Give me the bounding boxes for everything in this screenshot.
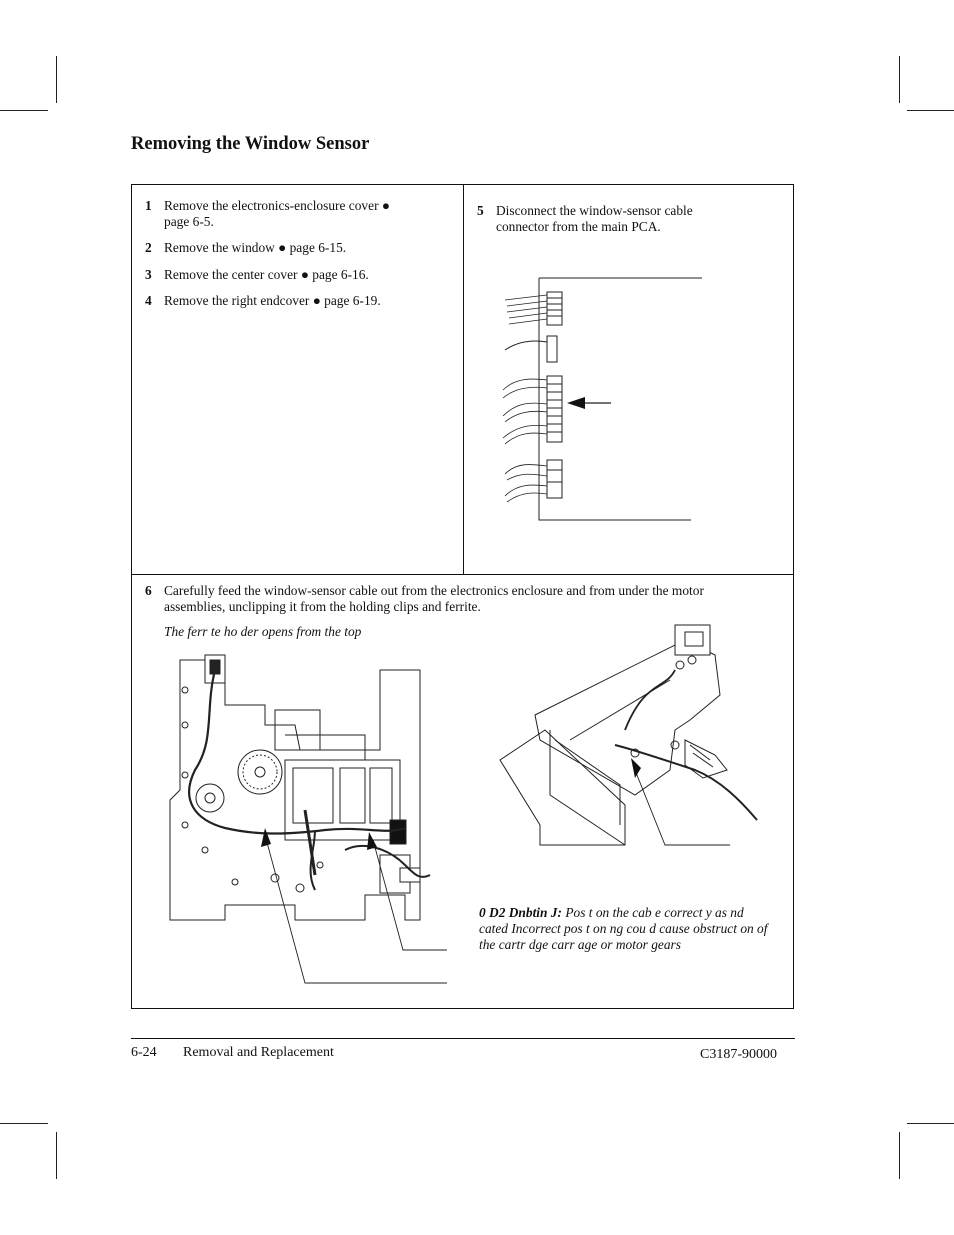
window-sensor-illustration (495, 620, 765, 860)
caution-label: 0 D2 Dnbtin J: (479, 905, 562, 920)
footer-doc-number: C3187-90000 (700, 1047, 777, 1062)
crop-mark (0, 1123, 48, 1124)
chassis-cable-routing-illustration (165, 650, 450, 990)
footer-page-ref: 6-24 (131, 1045, 157, 1060)
page-title: Removing the Window Sensor (131, 134, 370, 154)
step-text: Remove the electronics-enclosure cover ● page 6-5. (164, 198, 390, 229)
step-text: Carefully feed the window-sensor cable out from the electronics enclosure and from under the motor assemblies, unclipping it from the holding clips and ferrite. (164, 583, 704, 614)
row-divider (131, 574, 794, 575)
crop-mark (0, 110, 48, 111)
pca-connector-illustration (495, 270, 710, 525)
caution-text: Pos t on the cab e correct y as nd cated Incorrect pos t on ng cou d cause obstruct on of the cartr dge carr age or motor gears (479, 905, 768, 952)
crop-mark (899, 56, 900, 103)
caution-note (479, 905, 774, 953)
crop-mark (907, 110, 954, 111)
step-number: 1 (145, 198, 152, 213)
crop-mark (899, 1132, 900, 1179)
footer-rule (131, 1038, 795, 1039)
crop-mark (907, 1123, 954, 1124)
ferrite-note: The ferr te ho der opens from the top (164, 624, 362, 639)
crop-mark (56, 1132, 57, 1179)
step-number: 2 (145, 240, 152, 255)
column-divider (463, 184, 464, 574)
step-text: Remove the window ● page 6-15. (164, 240, 347, 255)
step-number: 4 (145, 293, 152, 308)
crop-mark (56, 56, 57, 103)
step-text: Remove the center cover ● page 6-16. (164, 267, 369, 282)
step-text: Disconnect the window-sensor cable connector from the main PCA. (496, 203, 693, 234)
step-text: Remove the right endcover ● page 6-19. (164, 293, 381, 308)
step-number: 5 (477, 203, 484, 218)
step-number: 6 (145, 583, 152, 598)
footer-section: Removal and Replacement (183, 1045, 334, 1060)
step-number: 3 (145, 267, 152, 282)
